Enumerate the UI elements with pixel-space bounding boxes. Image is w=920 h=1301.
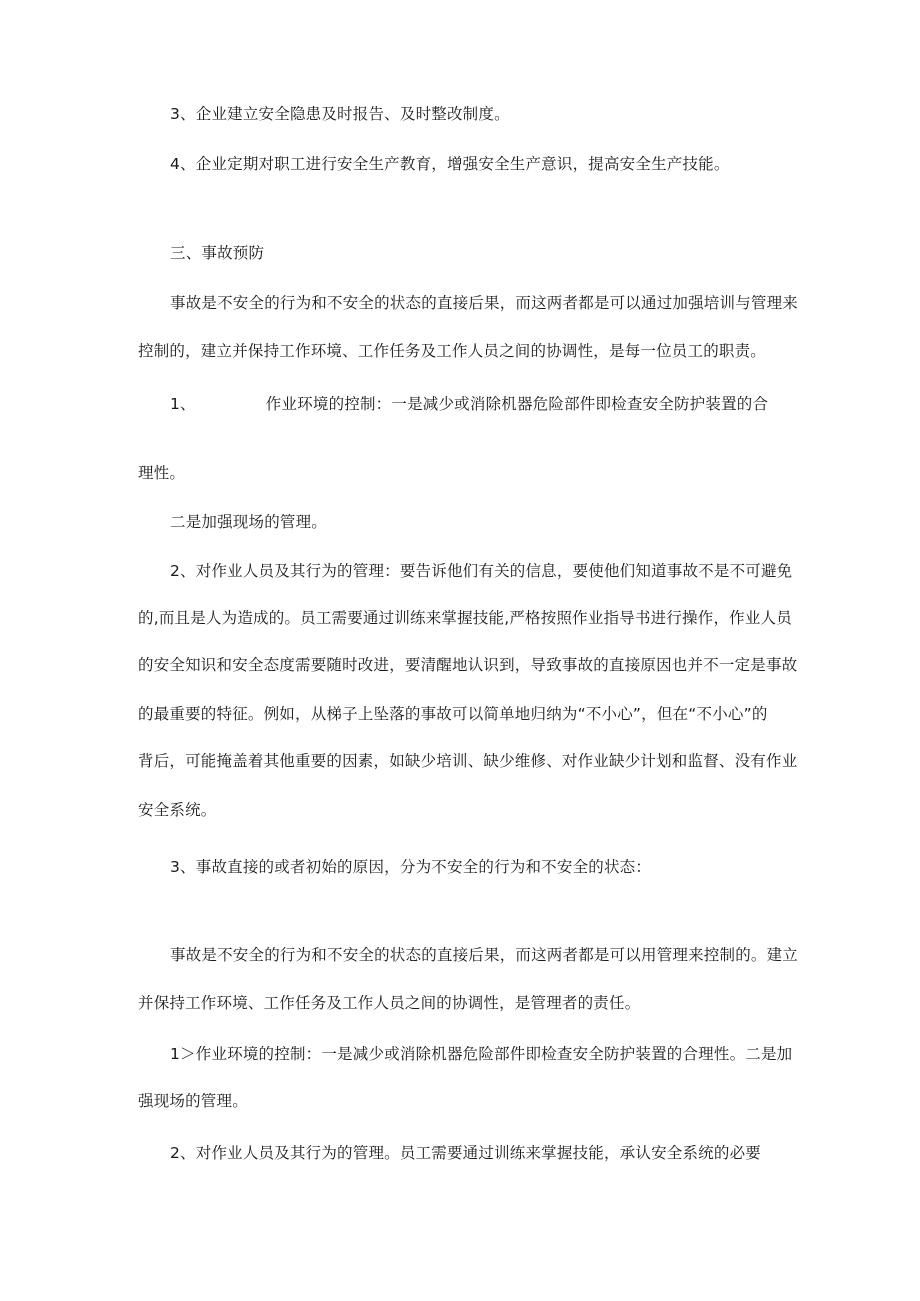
paragraph-line: 二是加强现场的管理。 (170, 513, 328, 531)
paragraph-line: 的,而且是人为造成的。员工需要通过训练来掌握技能,严格按照作业指导书进行操作，作业人员 (138, 609, 792, 627)
paragraph-line: 并保持工作环境、工作任务及工作人员之间的协调性，是管理者的责任。 (138, 994, 641, 1012)
item-1-number: 1、 (170, 395, 196, 413)
paragraph-line: 2、对作业人员及其行为的管理。员工需要通过训练来掌握技能，承认安全系统的必要 (170, 1144, 761, 1162)
paragraph-line: 控制的，建立并保持工作环境、工作任务及工作人员之间的协调性，是每一位员工的职责。 (138, 342, 767, 360)
paragraph-line: 安全系统。 (138, 801, 217, 819)
paragraph-line: 2、对作业人员及其行为的管理：要告诉他们有关的信息，要使他们知道事故不是不可避免 (170, 562, 793, 580)
paragraph-line: 理性。 (138, 464, 186, 482)
paragraph-line: 的安全知识和安全态度需要随时改进，要清醒地认识到，导致事故的直接原因也并不一定是事故 (138, 656, 798, 674)
paragraph-line: 3、事故直接的或者初始的原因，分为不安全的行为和不安全的状态： (170, 858, 652, 876)
item-3-hazard-reporting: 3、企业建立安全隐患及时报告、及时整改制度。 (170, 105, 510, 123)
section-heading-accident-prevention: 三、事故预防 (170, 244, 265, 262)
paragraph-line: 事故是不安全的行为和不安全的状态的直接后果，而这两者都是可以通过加强培训与管理来 (170, 294, 799, 312)
item-4-safety-education: 4、企业定期对职工进行安全生产教育，增强安全生产意识，提高安全生产技能。 (170, 155, 730, 173)
paragraph-line: 的最重要的特征。例如，从梯子上坠落的事故可以简单地归纳为“不小心”，但在“不小心”的 (138, 705, 768, 723)
paragraph-line: 背后，可能掩盖着其他重要的因素，如缺少培训、缺少维修、对作业缺少计划和监督、没有作业 (138, 752, 798, 770)
paragraph-line: 1＞作业环境的控制：一是减少或消除机器危险部件即检查安全防护装置的合理性。二是加 (170, 1045, 793, 1063)
item-1-line (170, 394, 790, 414)
item-1-text: 作业环境的控制：一是减少或消除机器危险部件即检查安全防护装置的合 (265, 395, 769, 413)
paragraph-line: 事故是不安全的行为和不安全的状态的直接后果，而这两者都是可以用管理来控制的。建立 (170, 946, 799, 964)
paragraph-line: 强现场的管理。 (138, 1092, 248, 1110)
